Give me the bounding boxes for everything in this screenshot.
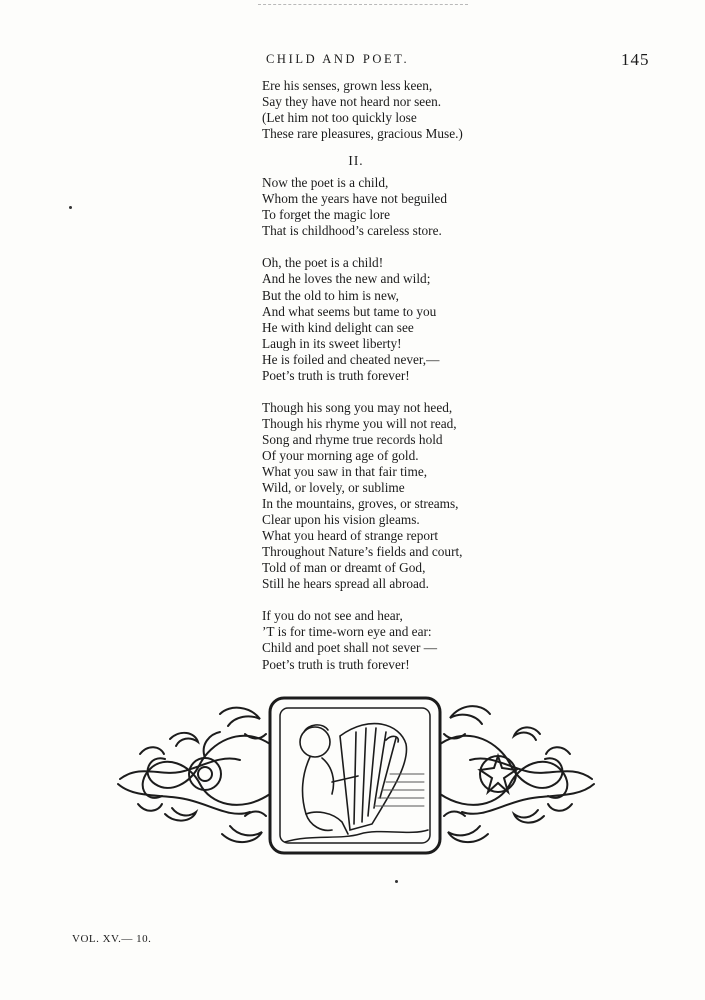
poem-line: Still he hears spread all abroad. (262, 576, 429, 592)
poem-line: Laugh in its sweet liberty! (262, 335, 402, 351)
shaded-sky-lines (374, 774, 424, 806)
poem-line: (Let him not too quickly lose (262, 110, 417, 126)
poem-line: What you heard of strange report (262, 528, 439, 544)
poem-line: Whom the years have not beguiled (262, 191, 447, 207)
poem-line: Clear upon his vision gleams. (262, 512, 420, 528)
poem-line: Wild, or lovely, or sublime (262, 480, 405, 496)
stray-mark (395, 880, 398, 883)
poem-line: ’T is for time-worn eye and ear: (262, 624, 432, 640)
poem-line: What you saw in that fair time, (262, 463, 428, 479)
stray-mark (69, 206, 72, 209)
poem-line: He with kind delight can see (262, 319, 414, 335)
page-number: 145 (621, 50, 650, 69)
top-rule (258, 4, 468, 5)
poem-line: Song and rhyme true records hold (262, 431, 443, 447)
left-scrollwork (118, 708, 270, 842)
poem-line: Poet’s truth is truth forever! (262, 367, 410, 383)
stanza (262, 175, 522, 239)
poem-line: That is childhood’s careless store. (262, 223, 442, 239)
stanza (262, 400, 522, 593)
poem (262, 78, 522, 673)
stanza (262, 255, 522, 383)
opening-stanza (262, 78, 522, 142)
poem-line: Say they have not heard nor seen. (262, 94, 442, 110)
poem-line: Told of man or dreamt of God, (262, 560, 426, 576)
poem-line: If you do not see and hear, (262, 608, 403, 624)
poem-line: Though his rhyme you will not read, (262, 415, 457, 431)
section-numeral: II. (348, 153, 364, 169)
poem-line: To forget the magic lore (262, 207, 391, 223)
poem-line: Ere his senses, grown less keen, (262, 78, 433, 93)
poem-line: These rare pleasures, gracious Muse.) (262, 126, 463, 142)
poem-line: And he loves the new and wild; (262, 271, 431, 287)
poem-line: Now the poet is a child, (262, 175, 389, 191)
running-title: CHILD AND POET. (266, 52, 410, 66)
child-with-harp-figure (300, 724, 407, 834)
poem-line: And what seems but tame to you (262, 303, 437, 319)
poem-line: Throughout Nature’s fields and court, (262, 544, 463, 560)
poem-line: Of your morning age of gold. (262, 447, 419, 463)
tailpiece-ornament (110, 684, 600, 864)
poem-line: Child and poet shall not sever — (262, 640, 438, 656)
stanza (262, 608, 522, 672)
poem-line: He is foiled and cheated never,— (262, 351, 440, 367)
volume-number: VOL. XV.— 10. (72, 933, 152, 945)
right-scrollwork (440, 706, 594, 842)
poem-line: In the mountains, groves, or streams, (262, 496, 459, 512)
poem-line: But the old to him is new, (262, 287, 399, 303)
poem-line: Though his song you may not heed, (262, 399, 453, 415)
poem-line: Oh, the poet is a child! (262, 255, 384, 271)
poem-line: Poet’s truth is truth forever! (262, 656, 410, 672)
